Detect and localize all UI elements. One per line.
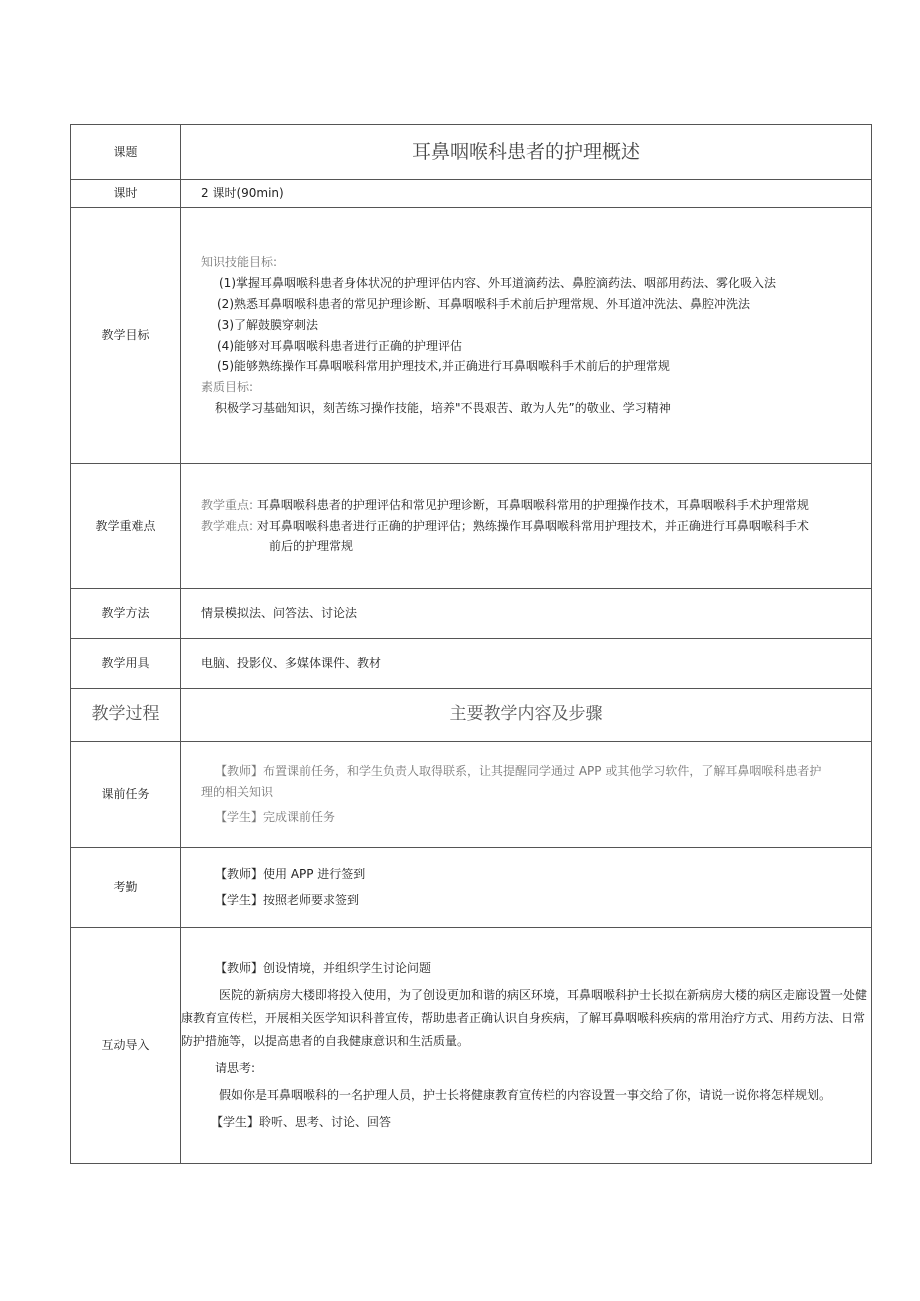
objective-item: (5)能够熟练操作耳鼻咽喉科常用护理技术,并正确进行耳鼻咽喉科手术前后的护理常规 bbox=[217, 359, 670, 374]
objective-item: (2)熟悉耳鼻咽喉科患者的常见护理诊断、耳鼻咽喉科手术前后护理常规、外耳道冲洗法、鼻腔冲洗法 bbox=[217, 296, 751, 311]
process-header-left: 教学过程 bbox=[71, 689, 181, 742]
intro-prompt: 请思考: bbox=[215, 1061, 256, 1075]
row-topic bbox=[71, 125, 872, 180]
pre-class-content bbox=[181, 742, 872, 848]
row-pre-class bbox=[71, 742, 872, 848]
intro-label: 互动导入 bbox=[71, 928, 181, 1164]
row-key-points bbox=[71, 464, 872, 589]
pre-class-label: 课前任务 bbox=[71, 742, 181, 848]
pre-class-teacher: 【教师】布置课前任务，和学生负责人取得联系，让其提醒同学通过 APP 或其他学习软件，了解耳鼻咽喉科患者护 bbox=[215, 763, 822, 778]
attendance-label: 考勤 bbox=[71, 848, 181, 928]
pre-class-student: 【学生】完成课前任务 bbox=[215, 810, 336, 825]
intro-student: 【学生】聆听、思考、讨论、回答 bbox=[211, 1115, 392, 1129]
topic-title: 耳鼻咽喉科患者的护理概述 bbox=[181, 125, 872, 180]
objectives-content bbox=[181, 208, 872, 464]
key-points-label: 教学重难点 bbox=[71, 464, 181, 589]
knowledge-heading: 知识技能目标: bbox=[201, 255, 278, 270]
quality-heading: 素质目标: bbox=[201, 380, 254, 395]
intro-teacher: 【教师】创设情境，并组织学生讨论问题 bbox=[215, 961, 432, 975]
difficult-text: 对耳鼻咽喉科患者进行正确的护理评估；熟练操作耳鼻咽喉科常用护理技术，并正确进行耳鼻咽喉科手术 bbox=[256, 518, 809, 533]
difficult-heading: 教学难点: bbox=[201, 518, 254, 533]
objective-item: (3)了解鼓膜穿刺法 bbox=[217, 317, 318, 332]
hours-label: 课时 bbox=[71, 180, 181, 208]
difficult-point-line bbox=[201, 518, 869, 535]
pre-class-teacher-continued: 理的相关知识 bbox=[201, 784, 274, 799]
hours-value: 2 课时(90min) bbox=[181, 180, 872, 208]
process-header-right: 主要教学内容及步骤 bbox=[181, 689, 872, 742]
row-objectives bbox=[71, 208, 872, 464]
key-points-content bbox=[181, 464, 872, 589]
objectives-label: 教学目标 bbox=[71, 208, 181, 464]
attendance-content bbox=[181, 848, 872, 928]
lesson-plan-table bbox=[70, 124, 872, 1164]
quality-text: 积极学习基础知识，刻苦练习操作技能，培养"不畏艰苦、敢为人先”的敬业、学习精神 bbox=[215, 400, 671, 415]
objective-item: (1)掌握耳鼻咽喉科患者身体状况的护理评估内容、外耳道滴药法、鼻腔滴药法、咽部用药法、雾化吸入法 bbox=[219, 276, 777, 291]
objective-item: (4)能够对耳鼻咽喉科患者进行正确的护理评估 bbox=[217, 338, 462, 353]
attendance-student: 【学生】按照老师要求签到 bbox=[215, 893, 360, 907]
tools-value: 电脑、投影仪、多媒体课件、教材 bbox=[181, 639, 872, 689]
difficult-text-continued: 前后的护理常规 bbox=[269, 539, 354, 554]
row-hours bbox=[71, 180, 872, 208]
tools-label: 教学用具 bbox=[71, 639, 181, 689]
methods-value: 情景模拟法、问答法、讨论法 bbox=[181, 589, 872, 639]
row-tools bbox=[71, 639, 872, 689]
row-process-header bbox=[71, 689, 872, 742]
key-text: 耳鼻咽喉科患者的护理评估和常见护理诊断，耳鼻咽喉科常用的护理操作技术，耳鼻咽喉科手术护理常规 bbox=[256, 497, 809, 512]
row-methods bbox=[71, 589, 872, 639]
intro-scenario: 医院的新病房大楼即将投入使用，为了创设更加和谐的病区环境，耳鼻咽喉科护士长拟在新病房大楼的病区走廊设置一处健康教育宣传栏，开展相关医学知识科普宣传，帮助患者正确认识自身疾病，了解耳鼻咽喉科疾病的常用治疗方式、用药方法、日常防护措施等，以提高患者的自我健康意识和生活质量。 bbox=[181, 988, 868, 1048]
intro-content bbox=[181, 928, 872, 1164]
row-attendance bbox=[71, 848, 872, 928]
intro-question: 假如你是耳鼻咽喉科的一名护理人员，护士长将健康教育宣传栏的内容设置一事交给了你，请说一说你将怎样规划。 bbox=[219, 1088, 832, 1102]
methods-label: 教学方法 bbox=[71, 589, 181, 639]
topic-label: 课题 bbox=[71, 125, 181, 180]
key-heading: 教学重点: bbox=[201, 497, 254, 512]
row-intro bbox=[71, 928, 872, 1164]
attendance-teacher: 【教师】使用 APP 进行签到 bbox=[215, 867, 366, 882]
key-point-line bbox=[201, 497, 869, 514]
